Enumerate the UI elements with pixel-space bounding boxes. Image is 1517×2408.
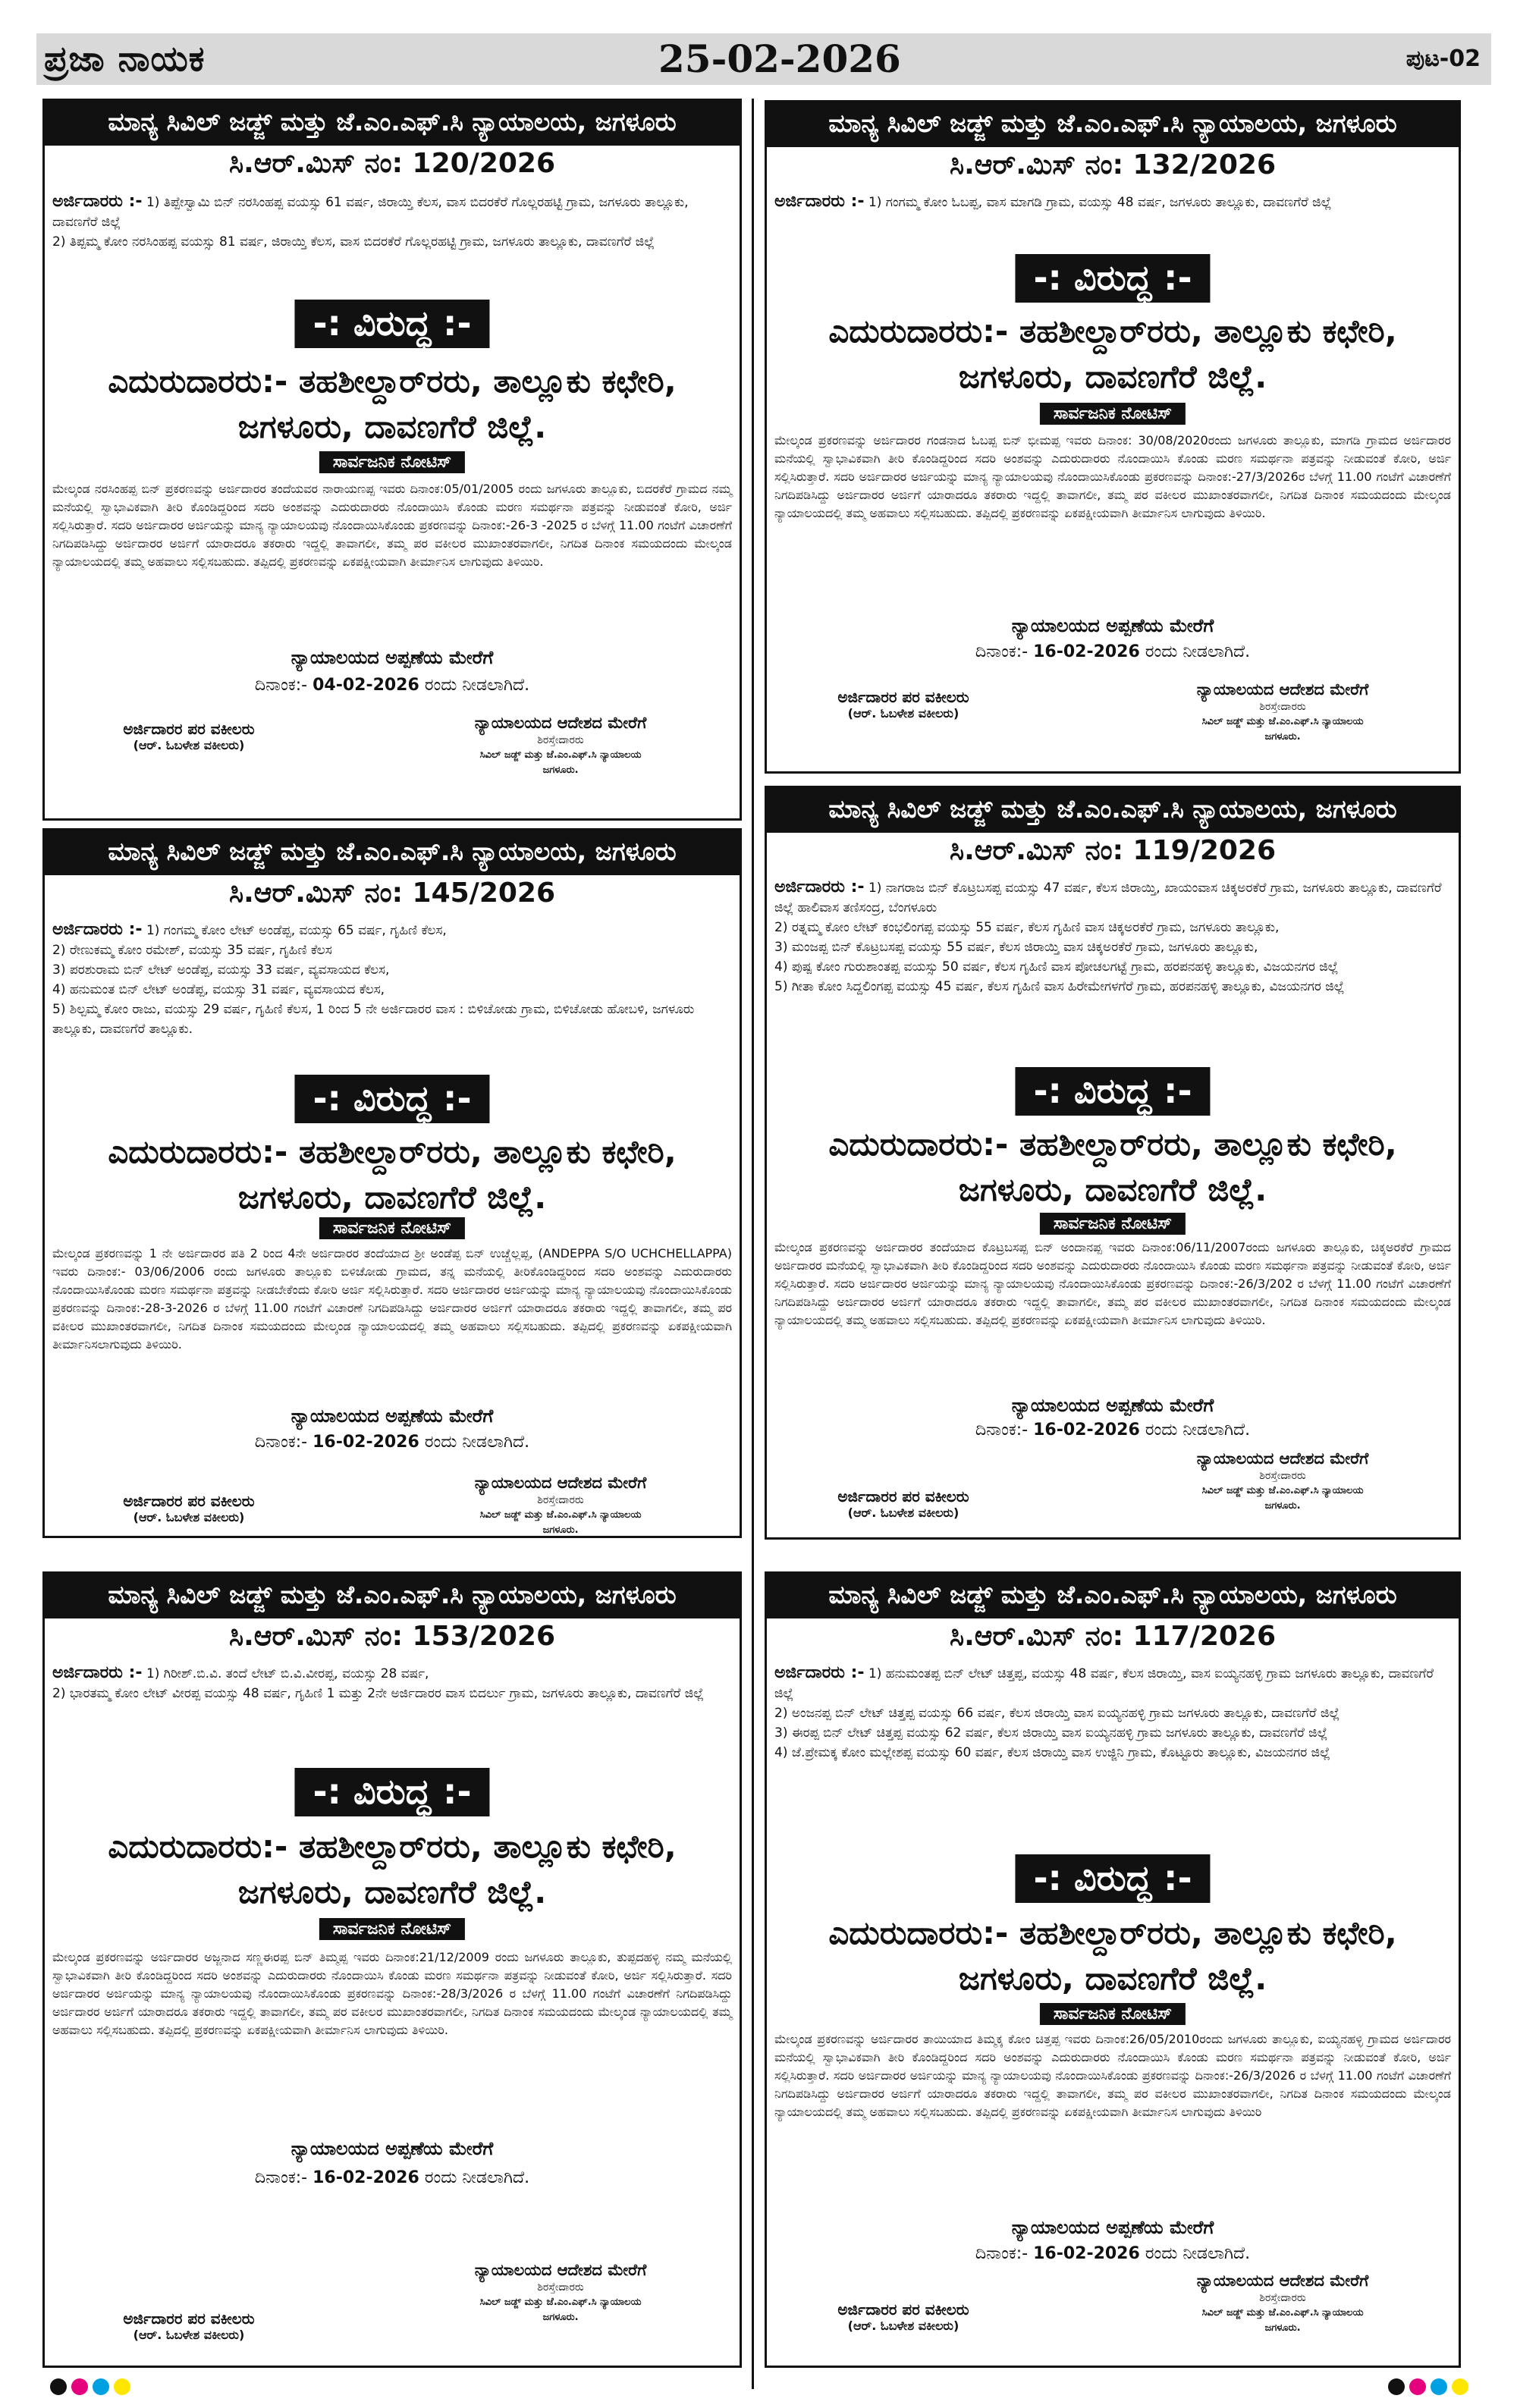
petitioner-label: ಅರ್ಜಿದಾರರು :- bbox=[774, 877, 865, 896]
issue-date-line: ದಿನಾಂಕ:- 16-02-2026 ರಂದು ನೀಡಲಾಗಿದೆ. bbox=[975, 1421, 1251, 1439]
case-number: ಸಿ.ಆರ್.ಮಿಸ್ ನಂ: 153/2026 bbox=[228, 1621, 556, 1652]
issue-date-line: ದಿನಾಂಕ:- 16-02-2026 ರಂದು ನೀಡಲಾಗಿದೆ. bbox=[254, 2168, 530, 2187]
notice-date: 16-02-2026 bbox=[313, 1433, 419, 1452]
petitioner-item: 2) ತಿಪ್ಪಮ್ಮ ಕೋಂ ನರಸಿಂಹಪ್ಪ ವಯಸ್ಸು 81 ವರ್ಷ, ಜಿರಾಯ್ತಿ ಕೆಲಸ, ವಾಸ ಬಿದರಕೆರೆ ಗೊಲ್ಲರಹಟ್ಟಿ ಗ್ರಾಮ, ಜಗಳೂರು ತಾಲ್ಲೂಕು, ದಾವಣಗೆರೆ ಜಿಲ್ಲೆ bbox=[52, 234, 655, 250]
petitioner-item: 3) ಈರಪ್ಪ ಬಿನ್ ಲೇಟ್ ಚಿತ್ತಪ್ಪ ವಯಸ್ಸು 62 ವರ್ಷ, ಕೆಲಸ ಜಿರಾಯ್ತಿ ವಾಸ ಐಯ್ಯನಹಳ್ಳಿ ಗ್ರಾಮ ಜಗಳೂರು ತಾಲ್ಲೂಕು, ದಾವಣಗೆರೆ ಜಿಲ್ಲೆ bbox=[774, 1725, 1328, 1741]
petitioner-item: 2) ರತ್ನಮ್ಮ ಕೋಂ ಲೇಟ್ ಕಂಭಲಿಂಗಪ್ಪ ವಯಸ್ಸು 55 ವರ್ಷ, ಕೆಲಸ ಗೃಹಿಣಿ ವಾಸ ಚಿಕ್ಕಅರಕೆರೆ ಗ್ರಾಮ, ಜಗಳೂರು ತಾಲ್ಲೂಕು, bbox=[774, 920, 1280, 935]
court-header: ಮಾನ್ಯ ಸಿವಿಲ್ ಜಡ್ಜ್ ಮತ್ತು ಜೆ.ಎಂ.ಎಫ್.ಸಿ ನ್ಯಾಯಾಲಯ, ಜಗಳೂರು bbox=[765, 786, 1461, 833]
respondent bbox=[51, 359, 733, 450]
notice-body: ಮೇಲ್ಕಂಡ ಪ್ರಕರಣವನ್ನು ಅರ್ಜಿದಾರರ ಅಜ್ಜನಾದ ಸಣ್ಣಈರಪ್ಪ ಬಿನ್ ತಿಮ್ಮಪ್ಪ ಇವರು ದಿನಾಂಕ:21/12/2009 ರಂದು ಜಗಳೂರು ತಾಲ್ಲೂಕು, ತುಪ್ಪದಹಳ್ಳಿ ನಮ್ಮ ಮನೆಯಲ್ಲಿ ಸ್ವಾಭಾವಿಕವಾಗಿ ತೀರಿ ಕೊಂಡಿದ್ದರಿಂದ ಸದರಿ ಅಂಶವನ್ನು ಎದುರುದಾರರು ನೊಂದಾಯಿಸಿ ಕೊಂಡು ಮರಣ ಸಮರ್ಥನಾ ಪತ್ರವನ್ನು ನೀಡುವಂತೆ ಕೋರಿ, ಅರ್ಜಿ ಸಲ್ಲಿಸಿರುತ್ತಾರೆ. ಸದರಿ ಅರ್ಜಿದಾರರ ಅರ್ಜಿಯನ್ನು ಮಾನ್ಯ ನ್ಯಾಯಾಲಯವು ನೊಂದಾಯಿಸಿಕೊಂಡು ಪ್ರಕರಣವನ್ನು ದಿನಾಂಕ:-28/3/2026 ರ ಬೆಳಗ್ಗೆ 11.00 ಗಂಟೆಗೆ ವಿಚಾರಣೆಗೆ ನಿಗದಿಪಡಿಸಿದ್ದು ಅರ್ಜಿದಾರರ ಅರ್ಜಿಗೆ ಯಾರಾದರೂ ತಕರಾರು ಇದ್ದಲ್ಲಿ ತಾವಾಗಲೀ, ತಮ್ಮ ಪರ ವಕೀಲರ ಮುಖಾಂತರವಾಗಲೀ, ನಿಗದಿತ ದಿನಾಂಕ ಸಮಯದಂದು ಮೇಲ್ಕಂಡ ನ್ಯಾಯಾಲಯದಲ್ಲಿ ತಮ್ಮ ಅಹವಾಲು ಸಲ್ಲಿಸಬಹುದು. ತಪ್ಪಿದಲ್ಲಿ ಪ್ರಕರಣವನ್ನು ಏಕಪಕ್ಷೀಯವಾಗಿ ತೀರ್ಮಾನಿಸ ಲಾಗುವುದು ತಿಳಿಯಿರಿ. bbox=[52, 1950, 732, 2037]
issue-date-line: ದಿನಾಂಕ:- 16-02-2026 ರಂದು ನೀಡಲಾಗಿದೆ. bbox=[975, 642, 1251, 661]
court-signature: ನ್ಯಾಯಾಲಯದ ಆದೇಶದ ಮೇರೆಗೆ ಶಿರಸ್ತೇದಾರರು ಸಿವಿಲ್ ಜಡ್ಜ್ ಮತ್ತು ಜೆ.ಎಂ.ಎಫ್.ಸಿ ನ್ಯಾಯಾಲಯ ಜಗಳೂರು. bbox=[1196, 680, 1369, 742]
by-order-line: ನ್ಯಾಯಾಲಯದ ಅಪ್ಪಣೆಯ ಮೇರೆಗೆ bbox=[1011, 1395, 1214, 1416]
court-header: ಮಾನ್ಯ ಸಿವಿಲ್ ಜಡ್ಜ್ ಮತ್ತು ಜೆ.ಎಂ.ಎಫ್.ಸಿ ನ್ಯಾಯಾಲಯ, ಜಗಳೂರು bbox=[42, 828, 742, 875]
notice-132 bbox=[765, 100, 1461, 774]
court-signature: ನ್ಯಾಯಾಲಯದ ಆದೇಶದ ಮೇರೆಗೆ ಶಿರಸ್ತೇದಾರರು ಸಿವಿಲ್ ಜಡ್ಜ್ ಮತ್ತು ಜೆ.ಎಂ.ಎಫ್.ಸಿ ನ್ಯಾಯಾಲಯ ಜಗಳೂರು. bbox=[474, 2261, 647, 2323]
petitioner-item: 1) ಗಿರೀಶ್.ಬಿ.ವಿ. ತಂದೆ ಲೇಟ್ ಬಿ.ವಿ.ವೀರಪ್ಪ, ವಯಸ್ಸು 28 ವರ್ಷ, bbox=[146, 1666, 429, 1681]
respondent-line-1: ಎದುರುದಾರರು:- ತಹಶೀಲ್ದಾರ್‌ರರು, ತಾಲ್ಲೂಕು ಕಛೇರಿ, bbox=[108, 1133, 677, 1170]
petitioner-list bbox=[774, 1663, 1451, 1763]
petitioner-item: 1) ಹನುಮಂತಪ್ಪ ಬಿನ್ ಲೇಟ್ ಚಿತ್ತಪ್ಪ, ವಯಸ್ಸು 48 ವರ್ಷ, ಕೆಲಸ ಜಿರಾಯ್ತಿ, ವಾಸ ಐಯ್ಯನಹಳ್ಳಿ ಗ್ರಾಮ ಜಗಳೂರು ತಾಲ್ಲೂಕು, ದಾವಣಗೆರೆ ಜಿಲ್ಲೆ bbox=[774, 1666, 1434, 1701]
by-order-line: ನ್ಯಾಯಾಲಯದ ಅಪ್ಪಣೆಯ ಮೇರೆಗೆ bbox=[291, 647, 494, 668]
advocate-signature: ಅರ್ಜಿದಾರರ ಪರ ವಕೀಲರು (ಆರ್. ಓಬಳೇಶ ವಕೀಲರು) bbox=[123, 2309, 255, 2342]
respondent bbox=[773, 1122, 1453, 1213]
registration-mark bbox=[93, 2378, 109, 2395]
respondent-line-2: ಜಗಳೂರು, ದಾವಣಗೆರೆ ಜಿಲ್ಲೆ. bbox=[958, 1171, 1267, 1208]
notice-119 bbox=[765, 786, 1461, 1540]
court-header: ಮಾನ್ಯ ಸಿವಿಲ್ ಜಡ್ಜ್ ಮತ್ತು ಜೆ.ಎಂ.ಎಫ್.ಸಿ ನ್ಯಾಯಾಲಯ, ಜಗಳೂರು bbox=[765, 1571, 1461, 1618]
notice-date: 16-02-2026 bbox=[313, 2168, 419, 2187]
issue-date: 25-02-2026 bbox=[658, 36, 901, 81]
petitioner-item: 5) ಗೀತಾ ಕೋಂ ಸಿದ್ದಲಿಂಗಪ್ಪ ವಯಸ್ಸು 45 ವರ್ಷ, ಕೆಲಸ ಗೃಹಿಣಿ ವಾಸ ಹಿರೇಮೇಗಳಗೆರೆ ಗ್ರಾಮ, ಹರಪನಹಳ್ಳಿ ತಾಲ್ಲೂಕು, ವಿಜಯನಗರ ಜಿಲ್ಲೆ bbox=[774, 979, 1345, 994]
notice-date: 16-02-2026 bbox=[1033, 1421, 1140, 1439]
court-header: ಮಾನ್ಯ ಸಿವಿಲ್ ಜಡ್ಜ್ ಮತ್ತು ಜೆ.ಎಂ.ಎಫ್.ಸಿ ನ್ಯಾಯಾಲಯ, ಜಗಳೂರು bbox=[765, 100, 1461, 147]
by-order-line: ನ್ಯಾಯಾಲಯದ ಅಪ್ಪಣೆಯ ಮೇರೆಗೆ bbox=[1011, 2217, 1214, 2238]
by-order-line: ನ್ಯಾಯಾಲಯದ ಅಪ್ಪಣೆಯ ಮೇರೆಗೆ bbox=[1011, 615, 1214, 636]
notice-153 bbox=[42, 1571, 742, 2368]
advocate-signature: ಅರ್ಜಿದಾರರ ಪರ ವಕೀಲರು (ಆರ್. ಓಬಳೇಶ ವಕೀಲರು) bbox=[837, 2300, 969, 2333]
respondent-line-2: ಜಗಳೂರು, ದಾವಣಗೆರೆ ಜಿಲ್ಲೆ. bbox=[958, 1960, 1267, 1997]
versus-banner: -: ವಿರುದ್ಧ :- bbox=[1015, 254, 1210, 303]
petitioner-item: 2) ರೇಣುಕಮ್ಮ ಕೋಂ ರಮೇಶ್, ವಯಸ್ಸು 35 ವರ್ಷ, ಗೃಹಿಣಿ ಕೆಲಸ bbox=[52, 943, 332, 958]
petitioner-label: ಅರ್ಜಿದಾರರು :- bbox=[52, 1663, 143, 1682]
petitioner-item: 4) ಪುಷ್ಪ ಕೋಂ ಗುರುಶಾಂತಪ್ಪ ವಯಸ್ಸು 50 ವರ್ಷ, ಕೆಲಸ ಗೃಹಿಣಿ ವಾಸ ಪೋಚಲಗಟ್ಟೆ ಗ್ರಾಮ, ಹರಪನಹಳ್ಳಿ ತಾಲ್ಲೂಕು, ವಿಜಯನಗರ ಜಿಲ್ಲೆ bbox=[774, 959, 1339, 975]
petitioner-list bbox=[774, 877, 1451, 997]
petitioner-item: 4) ಹನುಮಂತ ಬಿನ್ ಲೇಟ್ ಅಂಡೆಪ್ಪ, ವಯಸ್ಸು 31 ವರ್ಷ, ವ್ಯವಸಾಯದ ಕೆಲಸ, bbox=[52, 982, 385, 997]
notice-117 bbox=[765, 1571, 1461, 2368]
advocate-signature: ಅರ್ಜಿದಾರರ ಪರ ವಕೀಲರು (ಆರ್. ಓಬಳೇಶ ವಕೀಲರು) bbox=[123, 720, 255, 752]
notice-body: ಮೇಲ್ಕಂಡ ನರಸಿಂಹಪ್ಪ ಬಿನ್ ಪ್ರಕರಣವನ್ನು ಅರ್ಜಿದಾರರ ತಂದೆಯವರ ನಾರಾಯಣಪ್ಪ ಇವರು ದಿನಾಂಕ:05/01/2005 ರಂದು ಜಗಳೂರು ತಾಲ್ಲೂಕು, ಬಿದರಕೆರೆ ಗ್ರಾಮದ ನಮ್ಮ ಮನೆಯಲ್ಲಿ ಸ್ವಾಭಾವಿಕವಾಗಿ ತೀರಿ ಕೊಂಡಿದ್ದರಿಂದ ಸದರಿ ಅಂಶವನ್ನು ಎದುರುದಾರರು ನೊಂದಾಯಿಸಿ ಕೊಂಡು ಮರಣ ಸಮರ್ಥನಾ ಪತ್ರವನ್ನು ನೀಡುವಂತೆ ಕೋರಿ, ಅರ್ಜಿ ಸಲ್ಲಿಸಿರುತ್ತಾರೆ. ಸದರಿ ಅರ್ಜಿದಾರರ ಅರ್ಜಿಯನ್ನು ಮಾನ್ಯ ನ್ಯಾಯಾಲಯವು ನೊಂದಾಯಿಸಿಕೊಂಡು ಪ್ರಕರಣವನ್ನು ದಿನಾಂಕ:-26-3 -2025 ರ ಬೆಳಗ್ಗೆ 11.00 ಗಂಟೆಗೆ ವಿಚಾರಣೆಗೆ ನಿಗದಿಪಡಿಸಿದ್ದು ಅರ್ಜಿದಾರರ ಅರ್ಜಿಗೆ ಯಾರಾದರೂ ತಕರಾರು ಇದ್ದಲ್ಲಿ ತಾವಾಗಲೀ, ತಮ್ಮ ಪರ ವಕೀಲರ ಮುಖಾಂತರವಾಗಲೀ, ನಿಗದಿತ ದಿನಾಂಕ ಸಮಯದಂದು ಮೇಲ್ಕಂಡ ನ್ಯಾಯಾಲಯದಲ್ಲಿ ತಮ್ಮ ಅಹವಾಲು ಸಲ್ಲಿಸಬಹುದು. ತಪ್ಪಿದಲ್ಲಿ ಪ್ರಕರಣವನ್ನು ಏಕಪಕ್ಷೀಯವಾಗಿ ತೀರ್ಮಾನಿಸ ಲಾಗುವುದು ತಿಳಿಯಿರಿ. bbox=[52, 482, 732, 569]
advocate-signature: ಅರ್ಜಿದಾರರ ಪರ ವಕೀಲರು (ಆರ್. ಓಬಳೇಶ ವಕೀಲರು) bbox=[837, 1487, 969, 1520]
respondent-line-2: ಜಗಳೂರು, ದಾವಣಗೆರೆ ಜಿಲ್ಲೆ. bbox=[958, 358, 1267, 395]
notice-body: ಮೇಲ್ಕಂಡ ಪ್ರಕರಣವನ್ನು ಅರ್ಜಿದಾರರ ತಾಯಿಯಾದ ತಿಮ್ಮಕ್ಕ ಕೋಂ ಚಿತ್ತಪ್ಪ ಇವರು ದಿನಾಂಕ:26/05/2010ರಂದು ಜಗಳೂರು ತಾಲ್ಲೂಕು, ಐಯ್ಯನಹಳ್ಳಿ ಗ್ರಾಮದ ಅರ್ಜಿದಾರರ ಮನೆಯಲ್ಲಿ ಸ್ವಾಭಾವಿಕವಾಗಿ ತೀರಿ ಕೊಂಡಿದ್ದರಿಂದ ಸದರಿ ಅಂಶವನ್ನು ಎದುರುದಾರರು ನೊಂದಾಯಿಸಿ ಕೊಂಡು ಮರಣ ಸಮರ್ಥನಾ ಪತ್ರವನ್ನು ನೀಡುವಂತೆ ಕೋರಿ, ಅರ್ಜಿ ಸಲ್ಲಿಸಿರುತ್ತಾರೆ. ಸದರಿ ಅರ್ಜಿದಾರರ ಅರ್ಜಿಯನ್ನು ಮಾನ್ಯ ನ್ಯಾಯಾಲಯವು ನೊಂದಾಯಿಸಿಕೊಂಡು ಪ್ರಕರಣವನ್ನು ದಿನಾಂಕ:-26/3/2026 ರ ಬೆಳಗ್ಗೆ 11.00 ಗಂಟೆಗೆ ವಿಚಾರಣೆಗೆ ನಿಗದಿಪಡಿಸಿದ್ದು ಅರ್ಜಿದಾರರ ಅರ್ಜಿಗೆ ಯಾರಾದರೂ ತಕರಾರು ಇದ್ದಲ್ಲಿ ತಾವಾಗಲೀ, ತಮ್ಮ ಪರ ವಕೀಲರ ಮುಖಾಂತರವಾಗಲೀ, ನಿಗದಿತ ದಿನಾಂಕ ಸಮಯದಂದು ಮೇಲ್ಕಂಡ ನ್ಯಾಯಾಲಯದಲ್ಲಿ ತಮ್ಮ ಅಹವಾಲು ಸಲ್ಲಿಸಬಹುದು. ತಪ್ಪಿದಲ್ಲಿ ಪ್ರಕರಣವನ್ನು ಏಕಪಕ್ಷೀಯವಾಗಿ ತೀರ್ಮಾನಿಸ ಲಾಗುವುದು ತಿಳಿಯಿರಿ bbox=[774, 2032, 1451, 2119]
public-notice-badge: ಸಾರ್ವಜನಿಕ ನೋಟಿಸ್ bbox=[1040, 1213, 1186, 1235]
registration-mark bbox=[1409, 2378, 1426, 2395]
registration-mark bbox=[71, 2378, 88, 2395]
notice-body: ಮೇಲ್ಕಂಡ ಪ್ರಕರಣವನ್ನು 1 ನೇ ಅರ್ಜಿದಾರರ ಪತಿ 2 ರಿಂದ 4ನೇ ಅರ್ಜಿದಾರರ ತಂದೆಯಾದ ಶ್ರೀ ಅಂಡೆಪ್ಪ ಬಿನ್ ಉಚ್ಚೆಲ್ಲಪ್ಪ, (ANDEPPA S/O UCHCHELLAPPA) ಇವರು ದಿನಾಂಕ:- 03/06/2006 ರಂದು ಜಗಳೂರು ತಾಲ್ಲೂಕು ಬಿಳಿಚೋಡು ಗ್ರಾಮದ, ತನ್ನ ಮನೆಯಲ್ಲಿ ತೀರಿಕೊಂಡಿದ್ದರಿಂದ ಸದರಿ ಅಂಶವನ್ನು ಎದುರುದಾರರು ನೊಂದಾಯಿಸಿಕೊಂಡು ಮರಣ ಸಮರ್ಥನಾ ಪತ್ರವನ್ನು ನೀಡಬೇಕೆಂದು ಕೋರಿ ಅರ್ಜಿ ಸಲ್ಲಿಸಿರುತ್ತಾರೆ. ಸದರಿ ಅರ್ಜಿದಾರರ ಅರ್ಜಿಯನ್ನು ಮಾನ್ಯ ನ್ಯಾಯಾಲಯವು ನೊಂದಾಯಿಸಿಕೊಂಡು ಪ್ರಕರಣವನ್ನು ದಿನಾಂಕ:-28-3-2026 ರ ಬೆಳಗ್ಗೆ 11.00 ಗಂಟೆಗೆ ವಿಚಾರಣೆ ನಿಗದಿಪಡಿಸಿದ್ದು ಅರ್ಜಿದಾರರ ಅರ್ಜಿಗೆ ಯಾರಾದರೂ ತಕರಾರು ಇದ್ದಲ್ಲಿ ತಾವಾಗಲೀ, ತಮ್ಮ ಪರ ವಕೀಲರ ಮುಖಾಂತರವಾಗಲೀ, ನಿಗದಿತ ದಿನಾಂಕ ಸಮಯದಂದು ಮೇಲ್ಕಂಡ ನ್ಯಾಯಾಲಯದಲ್ಲಿ ತಮ್ಮ ಅಹವಾಲು ಸಲ್ಲಿಸಬಹುದು. ತಪ್ಪಿದಲ್ಲಿ ಪ್ರಕರಣವನ್ನು ಏಕಪಕ್ಷೀಯವಾಗಿ ತೀರ್ಮಾನಿಸಲಾಗುವುದು ತಿಳಿಯಿರಿ. bbox=[52, 1246, 732, 1352]
case-number: ಸಿ.ಆರ್.ಮಿಸ್ ನಂ: 120/2026 bbox=[228, 148, 556, 179]
issue-date-line: ದಿನಾಂಕ:- 04-02-2026 ರಂದು ನೀಡಲಾಗಿದೆ. bbox=[254, 676, 530, 695]
page-number: ಪುಟ-02 bbox=[1406, 46, 1481, 72]
petitioner-list bbox=[774, 192, 1451, 212]
petitioner-item: 3) ಮಂಜಪ್ಪ ಬಿನ್ ಕೊಟ್ರಬಸಪ್ಪ ವಯಸ್ಸು 55 ವರ್ಷ, ಕೆಲಸ ಜಿರಾಯ್ತಿ ವಾಸ ಚಿಕ್ಕಅರಕೆರೆ ಗ್ರಾಮ, ಜಗಳೂರು ತಾಲ್ಲೂಕು, bbox=[774, 940, 1258, 955]
public-notice-badge: ಸಾರ್ವಜನಿಕ ನೋಟಿಸ್ bbox=[319, 1918, 465, 1940]
petitioner-label: ಅರ್ಜಿದಾರರು :- bbox=[774, 192, 865, 211]
notice-120 bbox=[42, 99, 742, 821]
petitioner-item: 5) ಶಿಲ್ಪಮ್ಮ ಕೋಂ ರಾಜು, ವಯಸ್ಸು 29 ವರ್ಷ, ಗೃಹಿಣಿ ಕೆಲಸ, 1 ರಿಂದ 5 ನೇ ಅರ್ಜಿದಾರರ ವಾಸ : ಬಿಳಿಚೋಡು ಗ್ರಾಮ, ಬಿಳಿಚೋಡು ಹೋಬಳಿ, ಜಗಳೂರು ತಾಲ್ಲೂಕು, ದಾವಣಗೆರೆ ತಾಲ್ಲೂಕು. bbox=[52, 1002, 695, 1037]
masthead bbox=[36, 33, 1491, 85]
petitioner-list bbox=[52, 1663, 732, 1703]
court-signature: ನ್ಯಾಯಾಲಯದ ಆದೇಶದ ಮೇರೆಗೆ ಶಿರಸ್ತೇದಾರರು ಸಿವಿಲ್ ಜಡ್ಜ್ ಮತ್ತು ಜೆ.ಎಂ.ಎಫ್.ಸಿ ನ್ಯಾಯಾಲಯ ಜಗಳೂರು. bbox=[474, 714, 647, 776]
respondent-line-2: ಜಗಳೂರು, ದಾವಣಗೆರೆ ಜಿಲ್ಲೆ. bbox=[237, 1179, 547, 1216]
court-header: ಮಾನ್ಯ ಸಿವಿಲ್ ಜಡ್ಜ್ ಮತ್ತು ಜೆ.ಎಂ.ಎಫ್.ಸಿ ನ್ಯಾಯಾಲಯ, ಜಗಳೂರು bbox=[42, 1571, 742, 1618]
court-header: ಮಾನ್ಯ ಸಿವಿಲ್ ಜಡ್ಜ್ ಮತ್ತು ಜೆ.ಎಂ.ಎಫ್.ಸಿ ನ್ಯಾಯಾಲಯ, ಜಗಳೂರು bbox=[42, 99, 742, 146]
notice-145 bbox=[42, 828, 742, 1538]
versus-banner: -: ವಿರುದ್ಧ :- bbox=[1015, 1067, 1210, 1116]
respondent-line-2: ಜಗಳೂರು, ದಾವಣಗೆರೆ ಜಿಲ್ಲೆ. bbox=[237, 1873, 547, 1910]
respondent-line-1: ಎದುರುದಾರರು:- ತಹಶೀಲ್ದಾರ್‌ರರು, ತಾಲ್ಲೂಕು ಕಛೇರಿ, bbox=[828, 1914, 1397, 1951]
issue-date-line: ದಿನಾಂಕ:- 16-02-2026 ರಂದು ನೀಡಲಾಗಿದೆ. bbox=[975, 2244, 1251, 2263]
versus-banner: -: ವಿರುದ್ಧ :- bbox=[294, 300, 489, 348]
advocate-signature: ಅರ್ಜಿದಾರರ ಪರ ವಕೀಲರು (ಆರ್. ಓಬಳೇಶ ವಕೀಲರು) bbox=[837, 688, 969, 721]
registration-mark bbox=[1388, 2378, 1405, 2395]
public-notice-badge: ಸಾರ್ವಜನಿಕ ನೋಟಿಸ್ bbox=[1040, 2003, 1186, 2025]
registration-mark bbox=[1431, 2378, 1447, 2395]
petitioner-item: 2) ಭಾರತಮ್ಮ ಕೋಂ ಲೇಟ್ ವೀರಪ್ಪ ವಯಸ್ಸು 48 ವರ್ಷ, ಗೃಹಿಣಿ 1 ಮತ್ತು 2ನೇ ಅರ್ಜಿದಾರರ ವಾಸ ಬಿದರ್ಲು ಗ್ರಾಮ, ಜಗಳೂರು ತಾಲ್ಲೂಕು, ದಾವಣಗೆರೆ ಜಿಲ್ಲೆ bbox=[52, 1686, 704, 1701]
registration-mark bbox=[1452, 2378, 1468, 2395]
case-number: ಸಿ.ಆರ್.ಮಿಸ್ ನಂ: 119/2026 bbox=[949, 835, 1277, 866]
respondent-line-1: ಎದುರುದಾರರು:- ತಹಶೀಲ್ದಾರ್‌ರರು, ತಾಲ್ಲೂಕು ಕಛೇರಿ, bbox=[828, 1126, 1397, 1163]
notice-date: 16-02-2026 bbox=[1033, 2244, 1140, 2263]
by-order-line: ನ್ಯಾಯಾಲಯದ ಅಪ್ಪಣೆಯ ಮೇರೆಗೆ bbox=[291, 2138, 494, 2159]
case-number: ಸಿ.ಆರ್.ಮಿಸ್ ನಂ: 117/2026 bbox=[949, 1621, 1277, 1652]
respondent bbox=[51, 1824, 733, 1915]
respondent-line-1: ಎದುರುದಾರರು:- ತಹಶೀಲ್ದಾರ್‌ರರು, ತಾಲ್ಲೂಕು ಕಛೇರಿ, bbox=[108, 1828, 677, 1865]
public-notice-badge: ಸಾರ್ವಜನಿಕ ನೋಟಿಸ್ bbox=[319, 451, 465, 473]
notice-date: 16-02-2026 bbox=[1033, 642, 1140, 661]
versus-banner: -: ವಿರುದ್ಧ :- bbox=[294, 1768, 489, 1816]
versus-banner: -: ವಿರುದ್ಧ :- bbox=[294, 1075, 489, 1123]
petitioner-label: ಅರ್ಜಿದಾರರು :- bbox=[52, 920, 143, 939]
respondent bbox=[51, 1129, 733, 1220]
petitioner-item: 3) ಪರಶುರಾಮ ಬಿನ್ ಲೇಟ್ ಅಂಡೆಪ್ಪ, ವಯಸ್ಸು 33 ವರ್ಷ, ವ್ಯವಸಾಯದ ಕೆಲಸ, bbox=[52, 962, 390, 978]
court-signature: ನ್ಯಾಯಾಲಯದ ಆದೇಶದ ಮೇರೆಗೆ ಶಿರಸ್ತೇದಾರರು ಸಿವಿಲ್ ಜಡ್ಜ್ ಮತ್ತು ಜೆ.ಎಂ.ಎಫ್.ಸಿ ನ್ಯಾಯಾಲಯ ಜಗಳೂರು. bbox=[474, 1474, 647, 1536]
petitioner-item: 1) ನಾಗರಾಜ ಬಿನ್ ಕೊಟ್ರಬಸಪ್ಪ ವಯಸ್ಸು 47 ವರ್ಷ, ಕೆಲಸ ಜಿರಾಯ್ತಿ, ಖಾಯಂವಾಸ ಚಿಕ್ಕಅರಕೆರೆ ಗ್ರಾಮ, ಜಗಳೂರು ತಾಲ್ಲೂಕು, ದಾವಣಗೆರೆ ಜಿಲ್ಲೆ ಹಾಲಿವಾಸ ತಣಿಸಂದ್ರ, ಬೆಂಗಳೂರು bbox=[774, 881, 1442, 915]
notice-body: ಮೇಲ್ಕಂಡ ಪ್ರಕರಣವನ್ನು ಅರ್ಜಿದಾರರ ಗಂಡನಾದ ಓಬಪ್ಪ ಬಿನ್ ಭೀಮಪ್ಪ ಇವರು ದಿನಾಂಕ: 30/08/2020ರಂದು ಜಗಳೂರು ತಾಲ್ಲೂಕು, ಮಾಗಡಿ ಗ್ರಾಮದ ಅರ್ಜಿದಾರರ ಮನೆಯಲ್ಲಿ ಸ್ವಾಭಾವಿಕವಾಗಿ ತೀರಿ ಕೊಂಡಿದ್ದರಿಂದ ಸದರಿ ಅಂಶವನ್ನು ಎದುರುದಾರರು ನೊಂದಾಯಿಸಿ ಕೊಂಡು ಮರಣ ಸಮರ್ಥನಾ ಪತ್ರವನ್ನು ನೀಡುವಂತೆ ಕೋರಿ, ಅರ್ಜಿ ಸಲ್ಲಿಸಿರುತ್ತಾರೆ. ಸದರಿ ಅರ್ಜಿದಾರರ ಅರ್ಜಿಯನ್ನು ಮಾನ್ಯ ನ್ಯಾಯಾಲಯವು ನೊಂದಾಯಿಸಿಕೊಂಡು ಪ್ರಕರಣವನ್ನು ದಿನಾಂಕ:-27/3/2026ರ ಬೆಳಗ್ಗೆ 11.00 ಗಂಟೆಗೆ ವಿಚಾರಣೆಗೆ ನಿಗದಿಪಡಿಸಿದ್ದು ಅರ್ಜಿದಾರರ ಅರ್ಜಿಗೆ ಯಾರಾದರೂ ತಕರಾರು ಇದ್ದಲ್ಲಿ ತಾವಾಗಲೀ, ತಮ್ಮ ಪರ ವಕೀಲರ ಮುಖಾಂತರವಾಗಲೀ, ನಿಗದಿತ ದಿನಾಂಕ ಸಮಯದಂದು ಮೇಲ್ಕಂಡ ನ್ಯಾಯಾಲಯದಲ್ಲಿ ತಮ್ಮ ಅಹವಾಲು ಸಲ್ಲಿಸಬಹುದು. ತಪ್ಪಿದಲ್ಲಿ ಪ್ರಕರಣವನ್ನು ಏಕಪಕ್ಷೀಯವಾಗಿ ತೀರ್ಮಾನಿಸ ಲಾಗುವುದು ತಿಳಿಯಿರಿ. bbox=[774, 433, 1451, 520]
case-number: ಸಿ.ಆರ್.ಮಿಸ್ ನಂ: 132/2026 bbox=[949, 149, 1277, 181]
registration-mark bbox=[114, 2378, 130, 2395]
petitioner-item: 1) ಗಂಗಮ್ಮ ಕೋಂ ಲೇಟ್ ಅಂಡೆಪ್ಪ, ವಯಸ್ಸು 65 ವರ್ಷ, ಗೃಹಿಣಿ ಕೆಲಸ, bbox=[146, 923, 447, 938]
newspaper-title: ಪ್ರಜಾ ನಾಯಕ bbox=[44, 38, 206, 79]
court-signature: ನ್ಯಾಯಾಲಯದ ಆದೇಶದ ಮೇರೆಗೆ ಶಿರಸ್ತೇದಾರರು ಸಿವಿಲ್ ಜಡ್ಜ್ ಮತ್ತು ಜೆ.ಎಂ.ಎಫ್.ಸಿ ನ್ಯಾಯಾಲಯ ಜಗಳೂರು. bbox=[1196, 2271, 1369, 2334]
respondent-line-1: ಎದುರುದಾರರು:- ತಹಶೀಲ್ದಾರ್‌ರರು, ತಾಲ್ಲೂಕು ಕಛೇರಿ, bbox=[108, 363, 677, 400]
petitioner-item: 4) ಜೆ.ಪ್ರೇಮಕ್ಕ ಕೋಂ ಮಲ್ಲೇಶಪ್ಪ ವಯಸ್ಸು 60 ವರ್ಷ, ಕೆಲಸ ಜಿರಾಯ್ತಿ ವಾಸ ಉಜ್ಜಿನಿ ಗ್ರಾಮ, ಕೊಟ್ಟೂರು ತಾಲ್ಲೂಕು, ವಿಜಯನಗರ ಜಿಲ್ಲೆ bbox=[774, 1745, 1330, 1760]
advocate-signature: ಅರ್ಜಿದಾರರ ಪರ ವಕೀಲರು (ಆರ್. ಓಬಳೇಶ ವಕೀಲರು) bbox=[123, 1492, 255, 1524]
issue-date-line: ದಿನಾಂಕ:- 16-02-2026 ರಂದು ನೀಡಲಾಗಿದೆ. bbox=[254, 1433, 530, 1452]
notice-date: 04-02-2026 bbox=[313, 676, 419, 695]
public-notice-badge: ಸಾರ್ವಜನಿಕ ನೋಟಿಸ್ bbox=[319, 1217, 465, 1239]
public-notice-badge: ಸಾರ್ವಜನಿಕ ನೋಟಿಸ್ bbox=[1040, 403, 1186, 425]
petitioner-label: ಅರ್ಜಿದಾರರು :- bbox=[774, 1663, 865, 1682]
case-number: ಸಿ.ಆರ್.ಮಿಸ್ ನಂ: 145/2026 bbox=[228, 877, 556, 909]
respondent-line-2: ಜಗಳೂರು, ದಾವಣಗೆರೆ ಜಿಲ್ಲೆ. bbox=[237, 408, 547, 445]
petitioner-label: ಅರ್ಜಿದಾರರು :- bbox=[52, 192, 143, 211]
petitioner-item: 1) ತಿಪ್ಪೇಸ್ವಾಮಿ ಬಿನ್ ನರಸಿಂಹಪ್ಪ ವಯಸ್ಸು 61 ವರ್ಷ, ಜಿರಾಯ್ತಿ ಕೆಲಸ, ವಾಸ ಬಿದರಕೆರೆ ಗೊಲ್ಲರಹಟ್ಟಿ ಗ್ರಾಮ, ಜಗಳೂರು ತಾಲ್ಲೂಕು, ದಾವಣಗೆರೆ ಜಿಲ್ಲೆ bbox=[52, 195, 689, 230]
respondent bbox=[773, 309, 1453, 400]
registration-mark bbox=[50, 2378, 67, 2395]
column-divider bbox=[752, 99, 754, 2389]
petitioner-list bbox=[52, 920, 732, 1039]
respondent bbox=[773, 1910, 1453, 2001]
petitioner-item: 1) ಗಂಗಮ್ಮ ಕೋಂ ಓಬಪ್ಪ, ವಾಸ ಮಾಗಡಿ ಗ್ರಾಮ, ವಯಸ್ಸು 48 ವರ್ಷ, ಜಗಳೂರು ತಾಲ್ಲೂಕು, ದಾವಣಗೆರೆ ಜಿಲ್ಲೆ bbox=[868, 195, 1332, 210]
petitioner-list bbox=[52, 192, 732, 252]
petitioner-item: 2) ಅಂಜನಪ್ಪ ಬಿನ್ ಲೇಟ್ ಚಿತ್ತಪ್ಪ ವಯಸ್ಸು 66 ವರ್ಷ, ಕೆಲಸ ಜಿರಾಯ್ತಿ ವಾಸ ಐಯ್ಯನಹಳ್ಳಿ ಗ್ರಾಮ ಜಗಳೂರು ತಾಲ್ಲೂಕು, ದಾವಣಗೆರೆ ಜಿಲ್ಲೆ bbox=[774, 1706, 1340, 1721]
versus-banner: -: ವಿರುದ್ಧ :- bbox=[1015, 1854, 1210, 1903]
notice-body: ಮೇಲ್ಕಂಡ ಪ್ರಕರಣವನ್ನು ಅರ್ಜಿದಾರರ ತಂದೆಯಾದ ಕೊಟ್ರಬಸಪ್ಪ ಬಿನ್ ಅಂದಾನಪ್ಪ ಇವರು ದಿನಾಂಕ:06/11/2007ರಂದು ಜಗಳೂರು ತಾಲ್ಲೂಕು, ಚಿಕ್ಕಅರಕೆರೆ ಗ್ರಾಮದ ಅರ್ಜಿದಾರರ ಮನೆಯಲ್ಲಿ ಸ್ವಾಭಾವಿಕವಾಗಿ ತೀರಿ ಕೊಂಡಿದ್ದರಿಂದ ಸದರಿ ಅಂಶವನ್ನು ಎದುರುದಾರರು ನೊಂದಾಯಿಸಿ ಕೊಂಡು ಮರಣ ಸಮರ್ಥನಾ ಪತ್ರವನ್ನು ನೀಡುವಂತೆ ಕೋರಿ, ಅರ್ಜಿ ಸಲ್ಲಿಸಿರುತ್ತಾರೆ. ಸದರಿ ಅರ್ಜಿದಾರರ ಅರ್ಜಿಯನ್ನು ಮಾನ್ಯ ನ್ಯಾಯಾಲಯವು ನೊಂದಾಯಿಸಿಕೊಂಡು ಪ್ರಕರಣವನ್ನು ದಿನಾಂಕ:-26/3/202 ರ ಬೆಳಗ್ಗೆ 11.00 ಗಂಟೆಗೆ ವಿಚಾರಣೆಗೆ ನಿಗದಿಪಡಿಸಿದ್ದು ಅರ್ಜಿದಾರರ ಅರ್ಜಿಗೆ ಯಾರಾದರೂ ತಕರಾರು ಇದ್ದಲ್ಲಿ ತಾವಾಗಲೀ, ತಮ್ಮ ಪರ ವಕೀಲರ ಮುಖಾಂತರವಾಗಲೀ, ನಿಗದಿತ ದಿನಾಂಕ ಸಮಯದಂದು ಮೇಲ್ಕಂಡ ನ್ಯಾಯಾಲಯದಲ್ಲಿ ತಮ್ಮ ಅಹವಾಲು ಸಲ್ಲಿಸಬಹುದು. ತಪ್ಪಿದಲ್ಲಿ ಪ್ರಕರಣವನ್ನು ಏಕಪಕ್ಷೀಯವಾಗಿ ತೀರ್ಮಾನಿಸ ಲಾಗುವುದು ತಿಳಿಯಿರಿ. bbox=[774, 1240, 1451, 1327]
respondent-line-1: ಎದುರುದಾರರು:- ತಹಶೀಲ್ದಾರ್‌ರರು, ತಾಲ್ಲೂಕು ಕಛೇರಿ, bbox=[828, 312, 1397, 350]
court-signature: ನ್ಯಾಯಾಲಯದ ಆದೇಶದ ಮೇರೆಗೆ ಶಿರಸ್ತೇದಾರರು ಸಿವಿಲ್ ಜಡ್ಜ್ ಮತ್ತು ಜೆ.ಎಂ.ಎಫ್.ಸಿ ನ್ಯಾಯಾಲಯ ಜಗಳೂರು. bbox=[1196, 1449, 1369, 1512]
by-order-line: ನ್ಯಾಯಾಲಯದ ಅಪ್ಪಣೆಯ ಮೇರೆಗೆ bbox=[291, 1405, 494, 1427]
